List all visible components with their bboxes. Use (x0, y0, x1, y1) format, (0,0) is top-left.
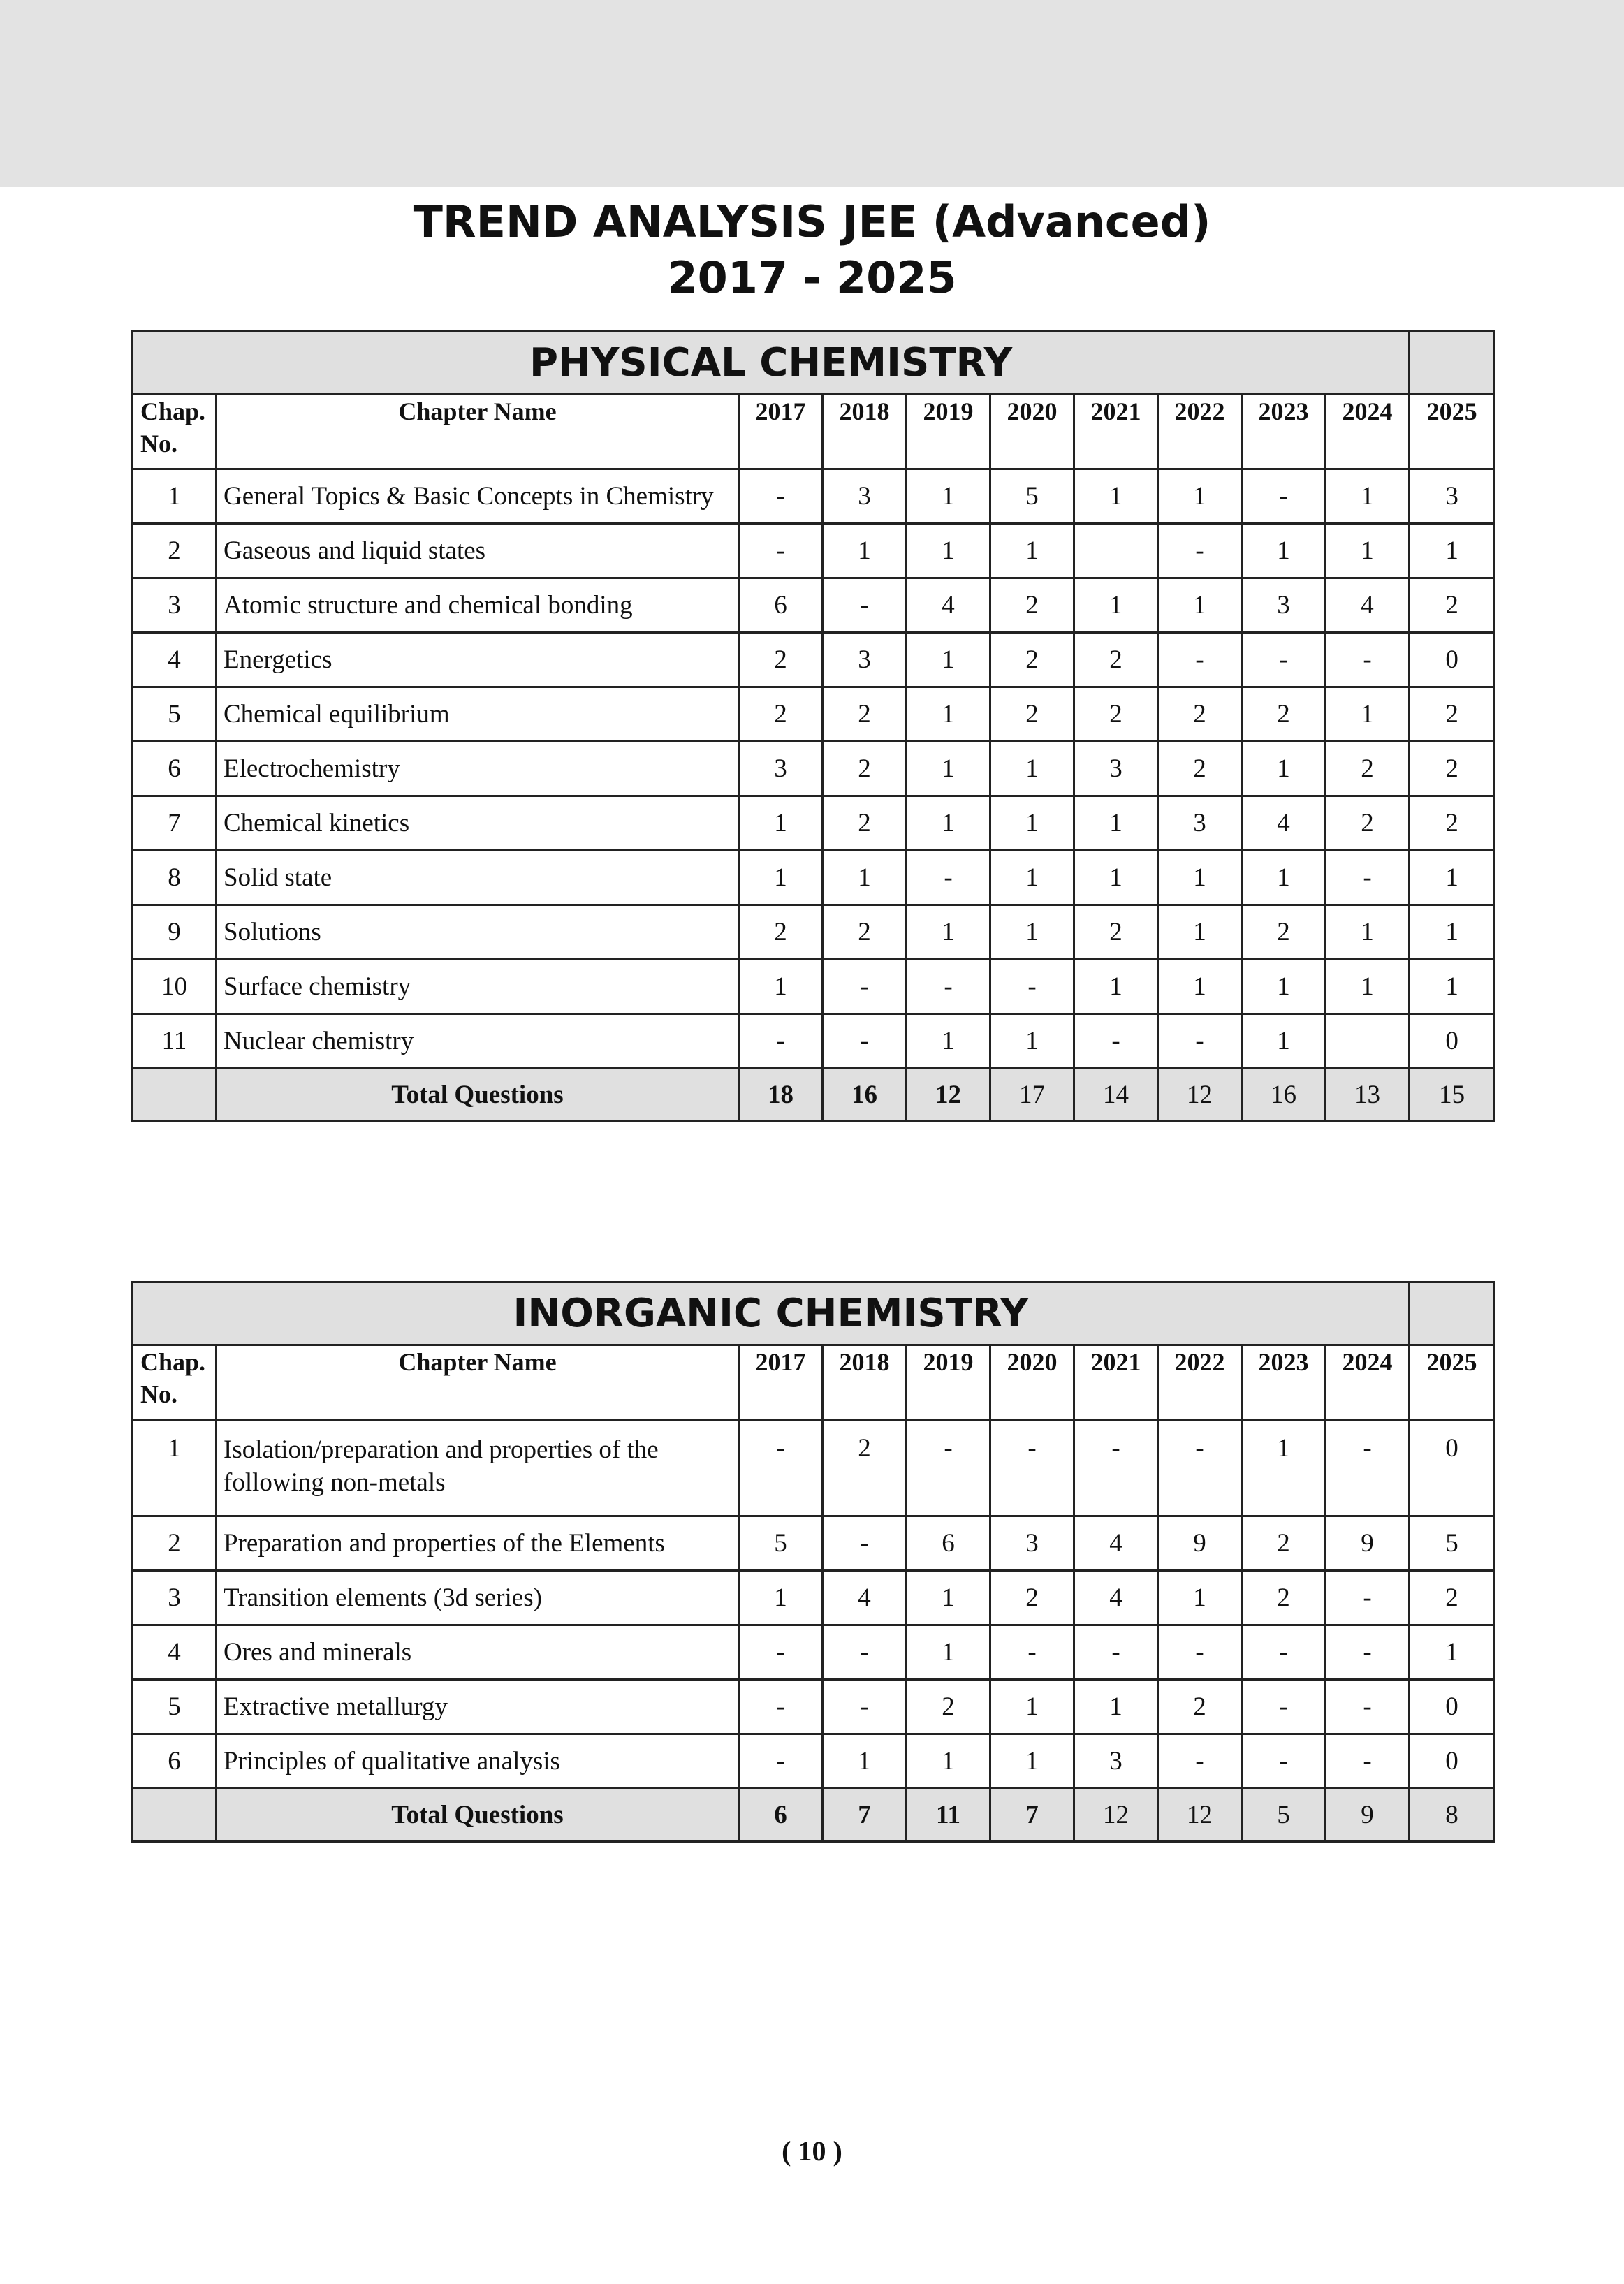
chap-no-cell: 3 (133, 1571, 217, 1625)
value-cell: - (990, 1420, 1074, 1516)
inorganic-chemistry-table (131, 1281, 1495, 1843)
total-cell: 13 (1326, 1069, 1410, 1122)
value-cell: 4 (907, 578, 990, 633)
chapter-name-cell: Isolation/preparation and properties of the following non-metals (217, 1420, 739, 1516)
chap-no-cell: 5 (133, 1680, 217, 1734)
value-cell: - (1158, 524, 1242, 578)
value-cell: 2 (1074, 905, 1158, 960)
chap-no-cell: 7 (133, 796, 217, 851)
table-row (133, 578, 1495, 633)
total-cell: 15 (1410, 1069, 1495, 1122)
value-cell: 3 (990, 1516, 1074, 1571)
year-header: 2017 (739, 395, 823, 469)
total-cell: 16 (1242, 1069, 1326, 1122)
value-cell: 1 (1158, 469, 1242, 524)
page-title (0, 194, 1624, 306)
table-row (133, 1420, 1495, 1516)
value-cell: 2 (823, 742, 907, 796)
total-cell: 12 (1158, 1069, 1242, 1122)
value-cell: 3 (1074, 1734, 1158, 1789)
value-cell: 1 (907, 1734, 990, 1789)
table-row (133, 796, 1495, 851)
year-header: 2023 (1242, 395, 1326, 469)
page-number: ( 10 ) (782, 2135, 842, 2167)
value-cell: - (1242, 633, 1326, 687)
value-cell: 1 (907, 633, 990, 687)
value-cell: 1 (1074, 469, 1158, 524)
chap-no-cell: 4 (133, 1625, 217, 1680)
value-cell: 1 (907, 905, 990, 960)
value-cell: 2 (990, 578, 1074, 633)
year-header: 2025 (1410, 1345, 1495, 1420)
value-cell: 0 (1410, 1680, 1495, 1734)
year-header: 2020 (990, 1345, 1074, 1420)
value-cell: 0 (1410, 1014, 1495, 1069)
value-cell: 1 (1410, 851, 1495, 905)
total-cell: 6 (739, 1789, 823, 1842)
year-header: 2017 (739, 1345, 823, 1420)
total-label: Total Questions (217, 1789, 739, 1842)
value-cell: - (823, 1516, 907, 1571)
value-cell: 5 (1410, 1516, 1495, 1571)
value-cell: - (990, 1625, 1074, 1680)
section-header-blank (1410, 332, 1495, 395)
value-cell: 1 (1074, 578, 1158, 633)
value-cell: 2 (1158, 687, 1242, 742)
value-cell: 4 (1074, 1516, 1158, 1571)
value-cell: 9 (1326, 1516, 1410, 1571)
value-cell: 1 (907, 742, 990, 796)
value-cell: - (739, 1734, 823, 1789)
value-cell: - (823, 1680, 907, 1734)
total-row (133, 1069, 1495, 1122)
chap-no-cell: 9 (133, 905, 217, 960)
year-header: 2021 (1074, 395, 1158, 469)
year-header: 2025 (1410, 395, 1495, 469)
value-cell: 2 (1410, 1571, 1495, 1625)
value-cell: 4 (823, 1571, 907, 1625)
value-cell: 2 (1410, 687, 1495, 742)
value-cell: 1 (1326, 524, 1410, 578)
value-cell: - (823, 578, 907, 633)
year-header: 2021 (1074, 1345, 1158, 1420)
value-cell: - (1158, 1420, 1242, 1516)
year-header: 2019 (907, 395, 990, 469)
value-cell: 1 (739, 960, 823, 1014)
value-cell: - (1326, 1680, 1410, 1734)
total-cell: 12 (1158, 1789, 1242, 1842)
total-cell: 5 (1242, 1789, 1326, 1842)
value-cell: - (739, 1014, 823, 1069)
year-header: 2020 (990, 395, 1074, 469)
value-cell: 2 (1242, 905, 1326, 960)
chapter-name-cell: Surface chemistry (217, 960, 739, 1014)
value-cell: 0 (1410, 1420, 1495, 1516)
value-cell: 3 (823, 469, 907, 524)
value-cell: 2 (1242, 687, 1326, 742)
value-cell: - (823, 1014, 907, 1069)
chap-no-cell: 1 (133, 1420, 217, 1516)
chap-no-cell: 1 (133, 469, 217, 524)
page-title-line2: 2017 - 2025 (667, 252, 957, 303)
table-row (133, 633, 1495, 687)
value-cell: 1 (990, 905, 1074, 960)
value-cell: 1 (1074, 1680, 1158, 1734)
value-cell: 2 (823, 687, 907, 742)
value-cell: 2 (739, 687, 823, 742)
value-cell: 9 (1158, 1516, 1242, 1571)
value-cell: 1 (990, 742, 1074, 796)
value-cell: 3 (1242, 578, 1326, 633)
table-row (133, 524, 1495, 578)
value-cell: 2 (1158, 742, 1242, 796)
table-row (133, 851, 1495, 905)
value-cell: 1 (739, 1571, 823, 1625)
value-cell: 2 (739, 633, 823, 687)
value-cell: 1 (739, 796, 823, 851)
value-cell: 1 (990, 1680, 1074, 1734)
value-cell: 1 (1410, 1625, 1495, 1680)
chapter-name-cell: Electrochemistry (217, 742, 739, 796)
value-cell: 1 (1326, 469, 1410, 524)
chap-no-cell: 2 (133, 524, 217, 578)
value-cell (1074, 524, 1158, 578)
value-cell: - (1074, 1625, 1158, 1680)
value-cell: 2 (990, 687, 1074, 742)
year-header: 2018 (823, 1345, 907, 1420)
value-cell: 1 (1410, 905, 1495, 960)
chap-no-cell: 4 (133, 633, 217, 687)
total-cell: 11 (907, 1789, 990, 1842)
value-cell: 1 (1242, 742, 1326, 796)
value-cell: - (1242, 1680, 1326, 1734)
chapter-name-cell: Nuclear chemistry (217, 1014, 739, 1069)
total-cell: 17 (990, 1069, 1074, 1122)
value-cell: 1 (990, 851, 1074, 905)
chap-no-cell: 3 (133, 578, 217, 633)
chapter-name-header: Chapter Name (217, 395, 739, 469)
table-row (133, 742, 1495, 796)
value-cell: 1 (907, 687, 990, 742)
chap-no-cell: 6 (133, 742, 217, 796)
value-cell: 4 (1074, 1571, 1158, 1625)
value-cell: 2 (907, 1680, 990, 1734)
value-cell: 1 (823, 524, 907, 578)
chapter-name-cell: Ores and minerals (217, 1625, 739, 1680)
value-cell: 1 (907, 1571, 990, 1625)
table-row (133, 960, 1495, 1014)
year-header: 2022 (1158, 395, 1242, 469)
total-cell: 12 (907, 1069, 990, 1122)
value-cell: - (739, 1420, 823, 1516)
chap-no-cell: 6 (133, 1734, 217, 1789)
header-band (0, 0, 1624, 187)
year-header: 2024 (1326, 395, 1410, 469)
value-cell: 2 (1410, 742, 1495, 796)
value-cell: - (1158, 1014, 1242, 1069)
value-cell: - (907, 960, 990, 1014)
value-cell: 1 (1242, 1420, 1326, 1516)
value-cell: 1 (1158, 1571, 1242, 1625)
total-cell: 18 (739, 1069, 823, 1122)
value-cell: 1 (907, 1625, 990, 1680)
value-cell: - (907, 851, 990, 905)
value-cell: 0 (1410, 1734, 1495, 1789)
value-cell: - (1242, 1734, 1326, 1789)
value-cell: 1 (1074, 960, 1158, 1014)
value-cell: 1 (823, 1734, 907, 1789)
chap-no-cell: 2 (133, 1516, 217, 1571)
chap-no-header: Chap. No. (133, 1345, 217, 1420)
value-cell: 2 (990, 633, 1074, 687)
section-header-row (133, 1282, 1495, 1345)
value-cell: - (823, 1625, 907, 1680)
value-cell: 2 (1074, 633, 1158, 687)
value-cell: - (1158, 633, 1242, 687)
value-cell: 1 (1158, 960, 1242, 1014)
value-cell: 2 (823, 905, 907, 960)
value-cell: 0 (1410, 633, 1495, 687)
chapter-name-cell: Energetics (217, 633, 739, 687)
value-cell: 1 (1158, 578, 1242, 633)
value-cell: - (739, 524, 823, 578)
physical-rows (133, 469, 1495, 1069)
value-cell: 3 (1410, 469, 1495, 524)
year-header: 2023 (1242, 1345, 1326, 1420)
total-cell: 12 (1074, 1789, 1158, 1842)
value-cell: - (1158, 1734, 1242, 1789)
section-header-blank (1410, 1282, 1495, 1345)
physical-chemistry-table (131, 330, 1495, 1122)
value-cell: 5 (739, 1516, 823, 1571)
value-cell: 1 (1410, 960, 1495, 1014)
year-header: 2018 (823, 395, 907, 469)
total-cell: 7 (990, 1789, 1074, 1842)
table-row (133, 1734, 1495, 1789)
chapter-name-cell: Extractive metallurgy (217, 1680, 739, 1734)
value-cell: 2 (1410, 578, 1495, 633)
value-cell: 4 (1326, 578, 1410, 633)
value-cell: 3 (1074, 742, 1158, 796)
value-cell: - (823, 960, 907, 1014)
value-cell: - (1326, 851, 1410, 905)
value-cell: - (739, 1625, 823, 1680)
value-cell: 5 (990, 469, 1074, 524)
year-header: 2024 (1326, 1345, 1410, 1420)
table-row (133, 1625, 1495, 1680)
table-row (133, 687, 1495, 742)
value-cell: 2 (1074, 687, 1158, 742)
column-header-row (133, 395, 1495, 469)
section-header-row (133, 332, 1495, 395)
value-cell: 6 (739, 578, 823, 633)
value-cell: 2 (1158, 1680, 1242, 1734)
value-cell: 1 (907, 796, 990, 851)
value-cell: 2 (1326, 796, 1410, 851)
total-cell: 14 (1074, 1069, 1158, 1122)
value-cell: 1 (907, 469, 990, 524)
value-cell: 6 (907, 1516, 990, 1571)
value-cell: - (1074, 1014, 1158, 1069)
value-cell: 1 (1242, 960, 1326, 1014)
total-cell: 9 (1326, 1789, 1410, 1842)
chap-no-cell: 11 (133, 1014, 217, 1069)
value-cell: 1 (1242, 524, 1326, 578)
value-cell: - (1242, 469, 1326, 524)
value-cell: - (1242, 1625, 1326, 1680)
chapter-name-cell: Chemical equilibrium (217, 687, 739, 742)
inorganic-rows (133, 1420, 1495, 1789)
section-title: PHYSICAL CHEMISTRY (133, 332, 1410, 395)
chapter-name-cell: Solid state (217, 851, 739, 905)
value-cell: - (907, 1420, 990, 1516)
value-cell: 3 (739, 742, 823, 796)
value-cell: - (739, 469, 823, 524)
year-header: 2019 (907, 1345, 990, 1420)
chapter-name-cell: Transition elements (3d series) (217, 1571, 739, 1625)
value-cell: - (1326, 1625, 1410, 1680)
table-row (133, 1571, 1495, 1625)
total-cell: 16 (823, 1069, 907, 1122)
total-blank (133, 1789, 217, 1842)
total-row (133, 1789, 1495, 1842)
value-cell: 2 (990, 1571, 1074, 1625)
table-row (133, 1680, 1495, 1734)
total-cell: 7 (823, 1789, 907, 1842)
value-cell: 1 (1074, 796, 1158, 851)
value-cell: 1 (739, 851, 823, 905)
chapter-name-cell: Atomic structure and chemical bonding (217, 578, 739, 633)
table-row (133, 469, 1495, 524)
value-cell: - (739, 1680, 823, 1734)
chapter-name-header: Chapter Name (217, 1345, 739, 1420)
value-cell: - (1326, 1420, 1410, 1516)
value-cell: - (990, 960, 1074, 1014)
value-cell: - (1326, 1571, 1410, 1625)
value-cell: - (1074, 1420, 1158, 1516)
total-label: Total Questions (217, 1069, 739, 1122)
value-cell: 1 (1326, 905, 1410, 960)
value-cell: - (1326, 1734, 1410, 1789)
value-cell: 1 (1326, 960, 1410, 1014)
total-blank (133, 1069, 217, 1122)
value-cell: 4 (1242, 796, 1326, 851)
value-cell: - (1158, 1625, 1242, 1680)
year-header: 2022 (1158, 1345, 1242, 1420)
value-cell: 1 (1158, 905, 1242, 960)
value-cell: - (1326, 633, 1410, 687)
value-cell: 1 (1158, 851, 1242, 905)
value-cell: 1 (823, 851, 907, 905)
value-cell: 1 (1326, 687, 1410, 742)
chap-no-cell: 10 (133, 960, 217, 1014)
chapter-name-cell: Solutions (217, 905, 739, 960)
value-cell: 2 (823, 796, 907, 851)
chapter-name-cell: Chemical kinetics (217, 796, 739, 851)
value-cell (1326, 1014, 1410, 1069)
value-cell: 2 (739, 905, 823, 960)
table-row (133, 905, 1495, 960)
value-cell: 3 (823, 633, 907, 687)
chapter-name-cell: General Topics & Basic Concepts in Chemistry (217, 469, 739, 524)
chapter-name-cell: Gaseous and liquid states (217, 524, 739, 578)
value-cell: 1 (1410, 524, 1495, 578)
value-cell: 2 (1242, 1516, 1326, 1571)
total-cell: 8 (1410, 1789, 1495, 1842)
chap-no-cell: 8 (133, 851, 217, 905)
chapter-name-cell: Preparation and properties of the Elements (217, 1516, 739, 1571)
value-cell: 3 (1158, 796, 1242, 851)
chapter-name-cell: Principles of qualitative analysis (217, 1734, 739, 1789)
value-cell: 2 (823, 1420, 907, 1516)
chap-no-cell: 5 (133, 687, 217, 742)
table-row (133, 1014, 1495, 1069)
value-cell: 1 (1242, 851, 1326, 905)
value-cell: 1 (990, 796, 1074, 851)
value-cell: 1 (990, 524, 1074, 578)
chap-no-header: Chap. No. (133, 395, 217, 469)
value-cell: 1 (907, 524, 990, 578)
value-cell: 1 (1074, 851, 1158, 905)
page-title-line1: TREND ANALYSIS JEE (Advanced) (413, 196, 1211, 247)
value-cell: 2 (1242, 1571, 1326, 1625)
value-cell: 2 (1410, 796, 1495, 851)
value-cell: 1 (1242, 1014, 1326, 1069)
value-cell: 1 (907, 1014, 990, 1069)
section-title: INORGANIC CHEMISTRY (133, 1282, 1410, 1345)
column-header-row (133, 1345, 1495, 1420)
value-cell: 2 (1326, 742, 1410, 796)
value-cell: 1 (990, 1734, 1074, 1789)
table-row (133, 1516, 1495, 1571)
value-cell: 1 (990, 1014, 1074, 1069)
